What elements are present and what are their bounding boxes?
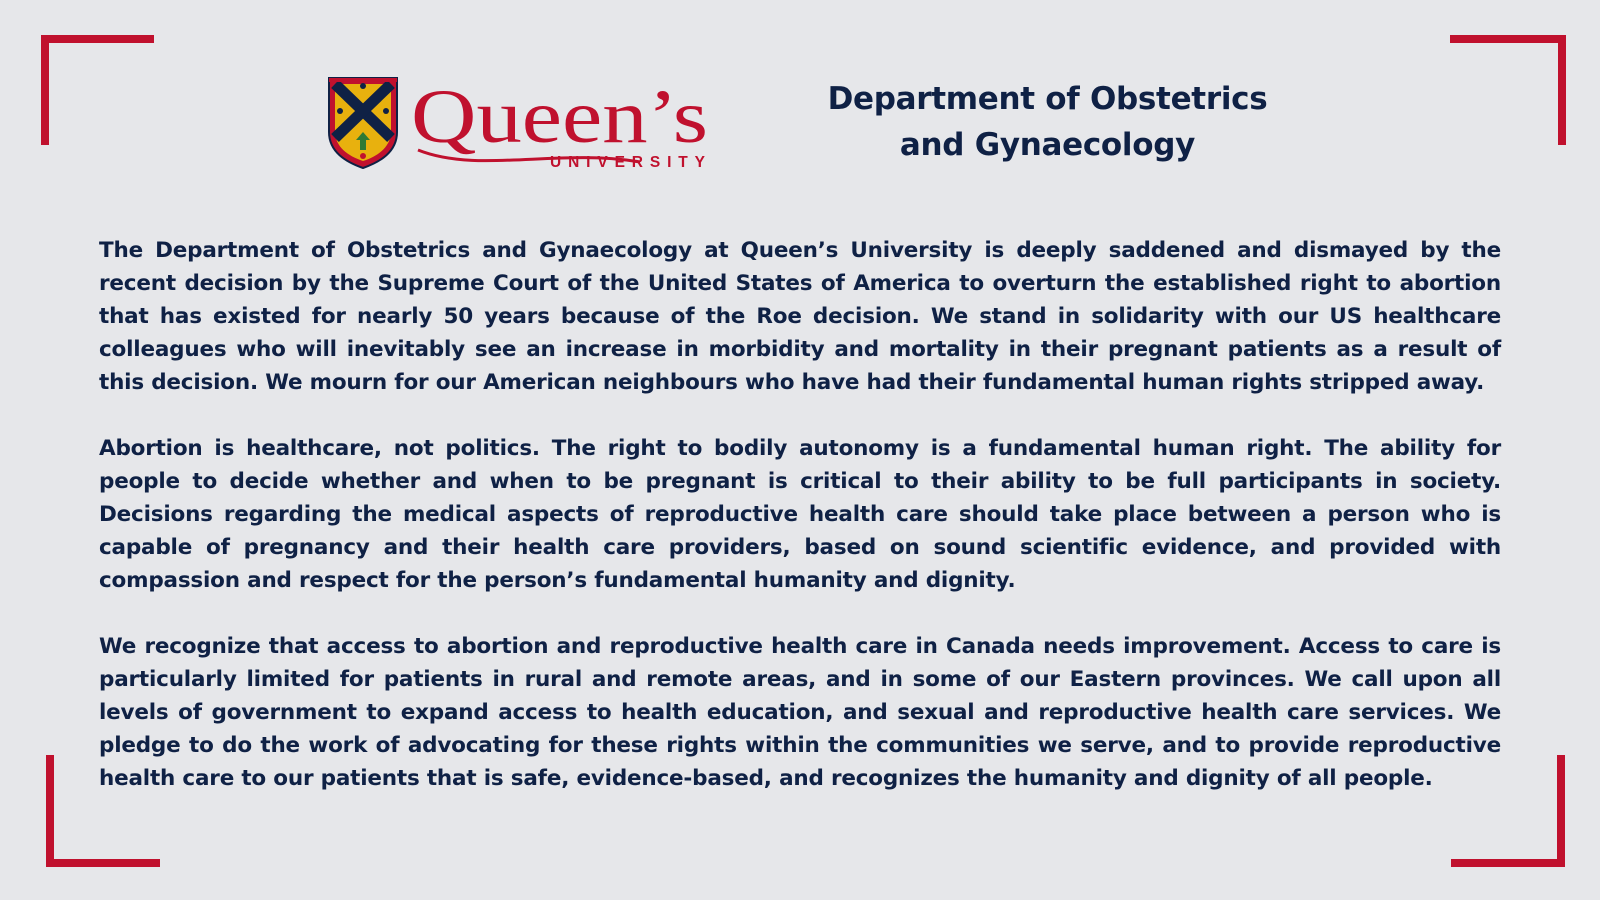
queens-university-logo	[328, 76, 718, 170]
department-title-line-2: and Gynaecology	[899, 127, 1196, 163]
statement-body	[99, 234, 1501, 828]
logo-subtitle: UNIVERSITY	[550, 154, 705, 170]
department-title	[790, 76, 1305, 168]
statement-paragraph: The Department of Obstetrics and Gynaecology at Queen’s University is deeply saddened and dismayed by the recent decision by the Supreme Court of the United States of America to overturn the established right to abortion that has existed for nearly 50 years because of the Roe decision. We stand in solidarity with our US healthcare colleagues who will inevitably see an increase in morbidity and mortality in their pregnant patients as a result of this decision. We mourn for our American neighbours who have had their fundamental human rights stripped away.	[99, 238, 1501, 395]
logo-wordmark: Queen’s	[411, 76, 708, 159]
frame-corner-top-left	[41, 35, 154, 145]
department-title-line-1: Department of Obstetrics	[827, 81, 1268, 117]
frame-corner-top-right	[1450, 35, 1566, 145]
university-crest-icon	[329, 78, 397, 168]
statement-paragraph: Abortion is healthcare, not politics. The right to bodily autonomy is a fundamental human right. The ability for people to decide whether and when to be pregnant is critical to their ability to be full participants in society. Decisions regarding the medical aspects of reproductive health care should take place between a person who is capable of pregnancy and their health care providers, based on sound scientific evidence, and provided with compassion and respect for the person’s fundamental humanity and dignity.	[99, 436, 1501, 593]
statement-paragraph: We recognize that access to abortion and reproductive health care in Canada needs improvement. Access to care is particularly limited for patients in rural and remote areas, and in some of our Eastern provinces. We call upon all levels of government to expand access to health education, and sexual and reproductive health care services. We pledge to do the work of advocating for these rights within the communities we serve, and to provide reproductive health care to our patients that is safe, evidence-based, and recognizes the humanity and dignity of all people.	[99, 634, 1501, 791]
